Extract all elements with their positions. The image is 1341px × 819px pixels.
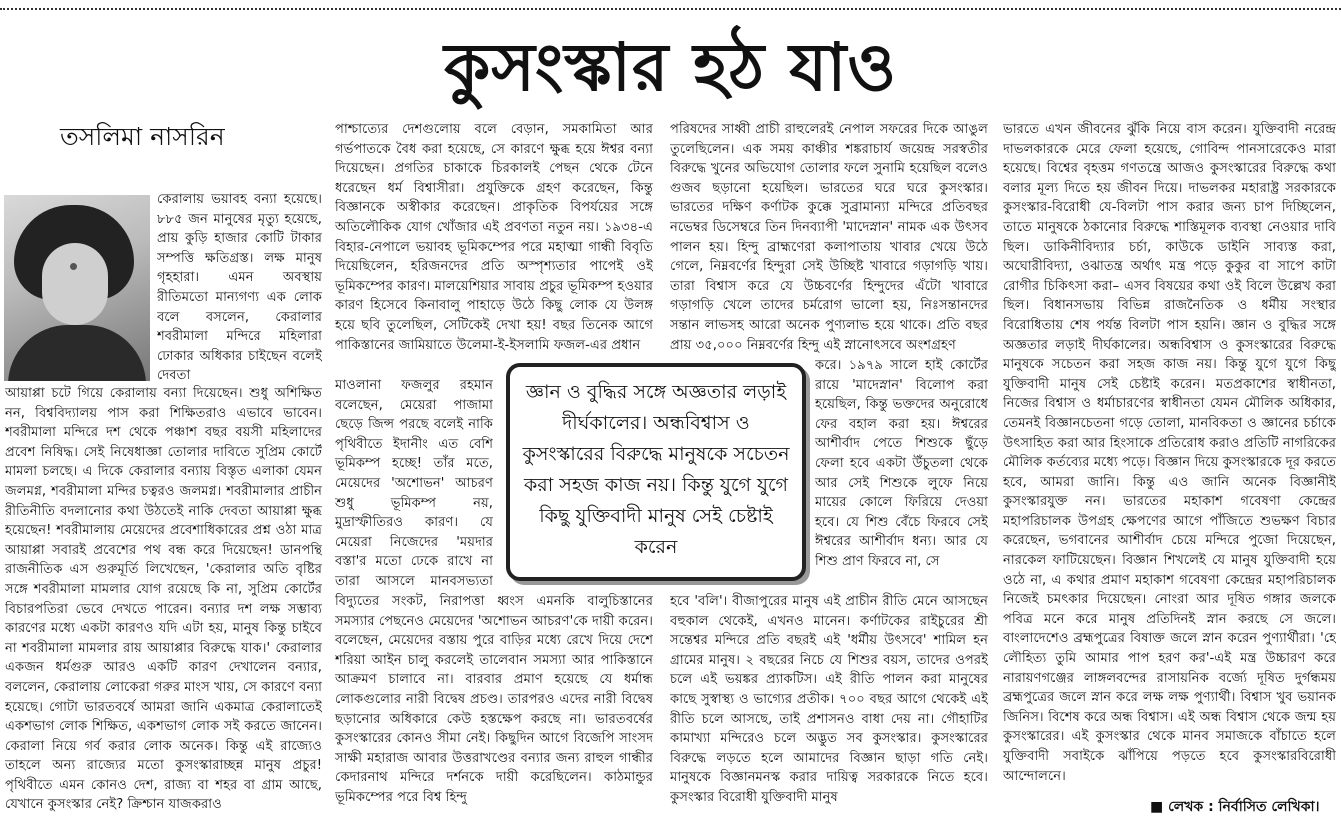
column-3-top (670, 120, 988, 356)
column-4 (1003, 120, 1336, 794)
top-rule (0, 8, 1341, 10)
column-2-wrap (335, 376, 493, 590)
paragraph: করে। ১৯৭৯ সালে হাই কোর্টের রায়ে 'মাদেস্নান' বিলোপ করা হয়েছিল, কিন্তু ভক্তদের অনুরোধে ফের বহাল করা হয়। ঈশ্বরের আশীর্বাদ পেতে শিশুকে ছুঁড়ে ফেলা হবে একটা উঁচুতলা থেকে আর সেই শিশুকে লুফে নিয়ে মায়ের কোলে ফিরিয়ে দেওয়া হবে। যে শিশু বেঁচে ফিরবে সেই ঈশ্বরের আশীর্বাদ ধন্য। আর যে শিশু প্রাণ ফিরবে না, সে (815, 358, 988, 569)
column-1-wrap (157, 190, 322, 385)
paragraph: কেরালায় ভয়াবহ বন্যা হয়েছে। ৮৮৫ জন মানুষের মৃত্যু হয়েছে, প্রায় কুড়ি হাজার কোটি টাকার সম্পত্তি ক্ষতিগ্রস্ত। লক্ষ মানুষ গৃহহারা। এমন অবস্থায় রীতিমতো মান্যগণ্য এক লোক বলে বসলেন, কেরালার শবরীমালা মন্দিরে মহিলারা ঢোকার অধিকার চাইছেন বলেই দেবতা (157, 192, 322, 384)
paragraph: আয়াপ্পা চটে গিয়ে কেরালায় বন্যা দিয়েছেন। শুধু অশিক্ষিত নন, বিশ্ববিদ্যালয় পাস করা শিক্ষিতরাও এভাবে ভাবেন। শবরীমালা মন্দিরে দশ থেকে পঞ্চাশ বছর বয়সী মহিলাদের প্রবেশ নিষিদ্ধ। সেই নিষেধাজ্ঞা তোলার দাবিতে সুপ্রিম কোর্টে মামলা চলছে। এ দিকে কেরালার বন্যায় বিস্তৃত এলাকা যেমন জলমগ্ন, শবরীমালা মন্দির চত্বরও জলমগ্ন। শবরীমালার প্রাচীন রীতিনীতি বদলানোর কথা উঠতেই নাকি দেবতা আয়াপ্পা ক্ষুব্ধ হয়েছেন! শবরীমালায় মেয়েদের প্রবেশাধিকারের প্রশ্ন ওঠা মাত্র আয়াপ্পা সবারই প্রবেশের পথ বন্ধ করে দিয়েছেন! ডানপন্থি রাজনীতিক এস গুরুমূর্তি লিখেছেন, 'কেরালার অতি বৃষ্টির সঙ্গে শবরীমালা মামলার যোগ রয়েছে কি না, সুপ্রিম কোর্টের বিচারপতিরা ভেবে দেখতে পারেন। বন্যার দশ লক্ষ সম্ভাব্য কারণের মধ্যে একটা কারণও যদি এটা হয়, মানুষ কিন্তু চাইবে না শবরীমালা মামলার রায় আয়াপ্পার বিরুদ্ধে যাক।' কেরালার একজন ধর্মগুরু আরও একটি কারণ দেখালেন বন্যার, বললেন, কেরালায় লোকেরা গরুর মাংস খায়, সে কারণে বন্যা হয়েছে। গোটা ভারতবর্ষে আমরা জানি একমাত্র কেরালাতেই একশভাগ লোক শিক্ষিত, একশভাগ লোক সই করতে জানেন। কেরালা নিয়ে গর্ব করার লোক অনেক। কিন্তু এই রাজ্যেও তাহলে অন্য রাজ্যের মতো কুসংস্কারাচ্ছন্ন মানুষ প্রচুর! পৃথিবীতে এমন কোনও দেশ, রাজ্য বা শহর বা গ্রাম আছে, যেখানে কুসংস্কার নেই? ক্রিশ্চান যাজকরাও (5, 386, 322, 813)
paragraph: পরিষদের সাধ্বী প্রাচী রাহুলেরই নেপাল সফরের দিকে আঙুল তুলেছিলেন। এক সময় কাঞ্চীর শঙ্করাচার্য জয়েন্দ্র সরস্বতীর বিরুদ্ধে খুনের অভিযোগ তোলার ফলে সুনামি হয়েছিল বলেও গুজব ছড়ানো হয়েছিল। ভারতের ঘরে ঘরে কুসংস্কার। ভারতের দক্ষিণ কর্ণাটক কুক্কে সুব্রামান্যা মন্দিরে প্রতিবছর নভেম্বর ডিসেম্বরে তিন দিনব্যাপী 'মাদেস্নান' নামক এক উৎসব পালন হয়। হিন্দু ব্রাহ্মণেরা কলাপাতায় খাবার খেয়ে উঠে গেলে, নিম্নবর্ণের হিন্দুরা সেই উচ্ছিষ্ট খাবারে গড়াগড়ি খায়। তারা বিশ্বাস করে যে উচ্চবর্ণের হিন্দুদের এঁটো খাবারে গড়াগড়ি খেলে তাদের চর্মরোগ ভালো হয়, নিঃসন্তানদের সন্তান লাভসহ আরো অনেক পুণ্যলাভ হয়ে থাকে। প্রতি বছর প্রায় ৩৫,০০০ নিম্নবর্ণের হিন্দু এই স্নানোৎসবে অংশগ্রহণ (670, 122, 988, 353)
column-1-body (5, 384, 322, 814)
paragraph: পাশ্চাত্যের দেশগুলোয় বলে বেড়ান, সমকামিতা আর গর্ভপাতকে বৈধ করা হয়েছে, সে কারণে ক্ষুব্ধ হয়ে ঈশ্বর বন্যা দিয়েছেন। প্রগতির চাকাকে চিরকালই পেছন থেকে টেনে ধরেছেন ধর্ম বিশ্বাসীরা। প্রযুক্তিকে গ্রহণ করেছেন, কিন্তু বিজ্ঞানকে অস্বীকার করেছেন। প্রাকৃতিক বিপর্যয়ের সঙ্গে অতিলৌকিক যোগ খোঁজার এই প্রবণতা নতুন নয়। ১৯৩৪-এ বিহার-নেপালে ভয়াবহ ভূমিকম্পের পরে মহাত্মা গান্ধী বিবৃতি দিয়েছিলেন, হরিজনদের প্রতি অস্পৃশ্যতার পাপেই ওই ভূমিকম্পের কারণ। মালয়েশিয়ার সাবায় প্রচুর ভূমিকম্প হওয়ার কারণ হিসেবে কিনাবালু পাহাড়ে উঠে কিছু লোক যে উলঙ্গ হয়ে ছবি তুলেছিল, সেটিকেই দেখা হয়! বছর তিনেক আগে পাকিস্তানের জামিয়াতে উলেমা-ই-ইসলামি ফজল-এর প্রধান (335, 122, 653, 353)
pull-quote-text: জ্ঞান ও বুদ্ধির সঙ্গে অজ্ঞতার লড়াই দীর্ঘকালের। অন্ধবিশ্বাস ও কুসংস্কারের বিরুদ্ধে মানুষকে সচেতন করা সহজ কাজ নয়। কিন্তু যুগে যুগে কিছু যুক্তিবাদী মানুষ সেই চেষ্টাই করেন (522, 381, 790, 558)
paragraph: ভারতে এখন জীবনের ঝুঁকি নিয়ে বাস করেন। যুক্তিবাদী নরেন্দ্র দাভলকারকে মেরে ফেলা হয়েছে, গোবিন্দ পানসারেকেও মারা হয়েছে। বিশ্বের বৃহত্তম গণতন্ত্রে আজও কুসংস্কারের বিরুদ্ধে কথা বলার মূল্য দিতে হয় জীবন দিয়ে। দাভলকর মহারাষ্ট্র সরকারকে কুসংস্কার-বিরোধী যে-বিলটা পাস করার জন্য চাপ দিচ্ছিলেন, তাতে মানুষকে ঠকানোর বিরুদ্ধে শাস্তিমূলক ব্যবস্থা নেওয়ার দাবি ছিল। ডাকিনীবিদ্যার চর্চা, কাউকে ডাইনি সাব্যস্ত করা, অঘোরীবিদ্যা, ওঝাতন্ত্র অর্থাৎ মন্ত্র পড়ে কুকুর বা সাপে কাটা রোগীর চিকিৎসা করা– এসব বিষয়ের কথা ওই বিলে উল্লেখ করা ছিল। বিধানসভায় বিভিন্ন রাজনৈতিক ও ধর্মীয় সংস্থার বিরোধিতায় শেষ পর্যন্ত বিলটা পাস হয়নি। জ্ঞান ও বুদ্ধির সঙ্গে অজ্ঞতার লড়াই দীর্ঘকালের। অন্ধবিশ্বাস ও কুসংস্কারের বিরুদ্ধে মানুষকে সচেতন করা সহজ কাজ নয়। কিন্তু যুগে যুগে কিছু যুক্তিবাদী মানুষ সেই চেষ্টাই করেন। মতপ্রকাশের স্বাধীনতা, নিজের বিশ্বাস ও ধর্মাচারণের স্বাধীনতা যেমন মৌলিক অধিকার, তেমনই বিজ্ঞানচেতনা গড়ে তোলা, মানবিকতা ও জ্ঞানের চর্চাকে উৎসাহিত করা আর হিংসাকে প্রতিরোধ করাও প্রতিটি নাগরিকের মৌলিক কর্তব্যের মধ্যে পড়ে। বিজ্ঞান দিয়ে কুসংস্কারকে দূর করতে হবে, আমরা জানি। কিন্তু এও জানি অনেক বিজ্ঞানীই কুসংস্কারযুক্ত নন। ভারতের মহাকাশ গবেষণা কেন্দ্রের মহাপরিচালক উপগ্রহ ক্ষেপণের আগে পাঁজিতে শুভক্ষণ বিচার করেছেন, ভগবানের আশীর্বাদ চেয়ে মন্দিরে পুজো দিয়েছেন, নারকেল ফাটিয়েছেন। বিজ্ঞান শিখলেই যে মানুষ যুক্তিবাদী হয়ে ওঠে না, এ কথার প্রমাণ মহাকাশ গবেষণা কেন্দ্রের মহাপরিচালক নিজেই চমৎকার দিয়েছেন। নোংরা আর দূষিত গঙ্গার জলকে পবিত্র মনে করে মানুষ প্রতিদিনই স্নান করছে সে জলে। বাংলাদেশেও ব্রহ্মপুত্রের বিষাক্ত জলে স্নান করেন পুণ্যার্থীরা। 'হে লৌহিত্য তুমি আমার পাপ হরণ কর'-এই মন্ত্র উচ্চারণ করে নারায়ণগঞ্জের লাঙ্গলবন্দের রাসায়নিক বর্জ্যে দূষিত দুর্গন্ধময় ব্রহ্মপুত্রের জলে স্নান করে লক্ষ লক্ষ পুণ্যার্থী। বিশ্বাস খুব ভয়ানক জিনিস। বিশেষ করে অন্ধ বিশ্বাস। এই অন্ধ বিশ্বাস থেকে জন্ম হয় কুসংস্কারের। এই কুসংস্কার থেকে মানব সমাজকে বাঁচাতে হলে যুক্তিবাদী সবাইকে ঝাঁপিয়ে পড়তে হবে কুসংস্কারবিরোধী আন্দোলনে। (1003, 122, 1336, 784)
column-3-wrap (815, 356, 988, 592)
author-credit: ■ লেখক : নির্বাসিত লেখিকা। (1150, 799, 1320, 815)
photo-face (42, 243, 108, 325)
paragraph: বিদ্যুতের সংকট, নিরাপত্তা ধ্বংস এমনকি বালুচিস্তানের সমস্যার পেছনেও মেয়েদের 'অশোভন আচরণ'কে দায়ী করেন। বলেছেন, মেয়েদের বস্তায় পুরে বাড়ির মধ্যে রেখে দিয়ে দেশে শরিয়া আইন চালু করলেই তালেবান সমস্যা আর পাকিস্তানে আক্রমণ চালাবে না। বারবার প্রমাণ হয়েছে যে ধর্মান্ধ লোকগুলোর নারী বিদ্বেষ প্রচণ্ড। তারপরও এদের নারী বিদ্বেষ ছড়ানোর অধিকারে কেউ হস্তক্ষেপ করছে না। ভারতবর্ষের কুসংস্কারের কোনও সীমা নেই। কিছুদিন আগে বিজেপি সাংসদ সাক্ষী মহারাজ আবার উত্তরাখণ্ডের বন্যার জন্য রাহুল গান্ধীর কেদারনাথ মন্দিরে দর্শনকে দায়ী করেছিলেন। কাঠমান্ডুর ভূমিকম্পের পরে বিশ্ব হিন্দু (335, 594, 653, 805)
column-2-bottom (335, 592, 653, 814)
column-2-top (335, 120, 653, 375)
headline: কুসংস্কার হঠ যাও (444, 29, 897, 106)
photo-body (8, 325, 146, 381)
photo-bindi (70, 263, 77, 270)
author-photo (4, 195, 150, 381)
author-byline: তসলিমা নাসরিন (60, 122, 225, 151)
pull-quote (506, 363, 806, 581)
column-3-bottom (670, 592, 988, 814)
paragraph: হবে 'বলি'। বীজাপুরের মানুষ এই প্রাচীন রীতি মেনে আসছেন বহুকাল থেকেই, এখনও মানেন। কর্ণাটকের রাইচুরের শ্রী সন্তেশ্বর মন্দিরে প্রতি বছরই এই 'ধর্মীয় উৎসবে' শামিল হন গ্রামের মানুষ। ২ বছরের নিচে যে শিশুর বয়স, তাদের ওপরই চলে এই ভয়ঙ্কর প্র্যাকটিস। এই রীতি পালন করা মানুষের কাছে সুস্বাস্থ্য ও ভাগ্যের প্রতীক। ৭০০ বছর আগে থেকেই এই রীতি চলে আসছে, তাই প্রশাসনও বাধা দেয় না। গৌহাটির কামাখ্যা মন্দিরেও চলে অদ্ভুত সব কুসংস্কার। কুসংস্কারের বিরুদ্ধে লড়তে হলে আমাদের বিজ্ঞান ছাড়া গতি নেই। মানুষকে বিজ্ঞানমনস্ক করার দায়িত্ব সরকারকে নিতে হবে। কুসংস্কার বিরোধী যুক্তিবাদী মানুষ (670, 594, 988, 805)
paragraph: মাওলানা ফজলুর রহমান বলেছেন, মেয়েরা পাজামা ছেড়ে জিন্স পরছে বলেই নাকি পৃথিবীতে ইদানীং এত বেশি ভূমিকম্প হচ্ছে! তাঁর মতে, মেয়েদের 'অশোভন' আচরণ শুধু ভূমিকম্প নয়, মুদ্রাস্ফীতিরও কারণ। যে মেয়েরা নিজেদের 'ময়দার বস্তা'র মতো ঢেকে রাখে না তারা আসলে মানবসভ্যতা (335, 378, 493, 589)
